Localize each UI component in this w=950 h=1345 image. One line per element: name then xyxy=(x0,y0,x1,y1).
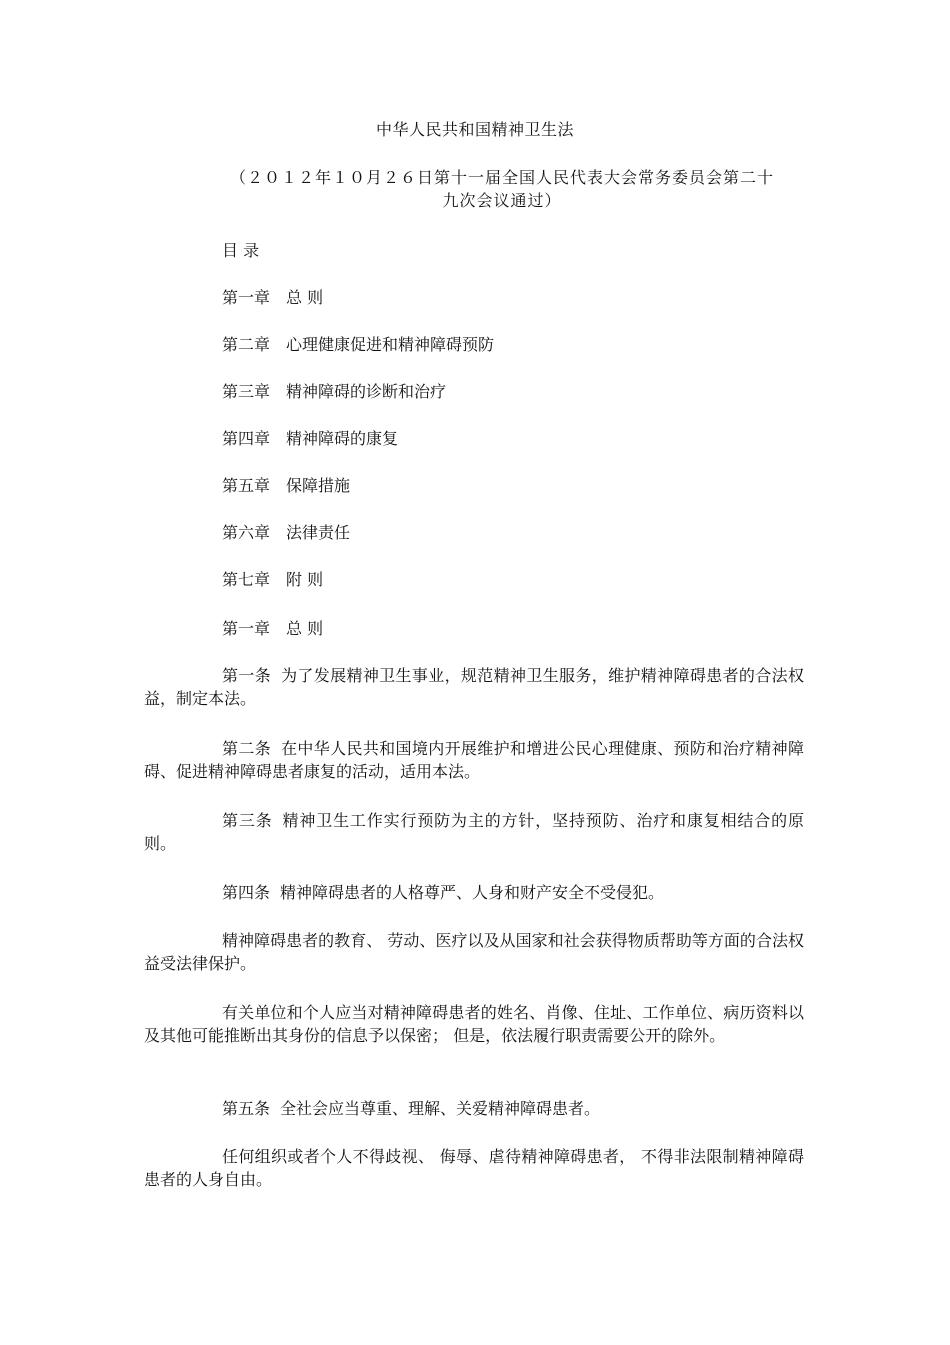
toc-item xyxy=(222,521,350,544)
article-paragraph xyxy=(144,664,804,710)
article-text: 全社会应当尊重、理解、关爱精神障碍患者。 xyxy=(280,1099,601,1118)
article-text: 任何组织或者个人不得歧视、 侮辱、虐待精神障碍患者， 不得非法限制精神障碍患者的人身自由。 xyxy=(144,1147,804,1189)
article-paragraph xyxy=(144,929,804,975)
toc-item-title: 附 则 xyxy=(286,570,324,589)
article-text: 在中华人民共和国境内开展维护和增进公民心理健康、预防和治疗精神障碍、促进精神障碍患者康复的活动，适用本法。 xyxy=(144,739,804,781)
toc-item-number: 第六章 xyxy=(222,523,271,542)
toc-item xyxy=(222,286,323,309)
article-text: 精神卫生工作实行预防为主的方针，坚持预防、治疗和康复相结合的原则。 xyxy=(144,811,804,853)
toc-item-title: 法律责任 xyxy=(286,523,351,542)
article-paragraph xyxy=(144,1145,804,1191)
toc-item xyxy=(222,380,446,403)
toc-item-title: 精神障碍的诊断和治疗 xyxy=(286,382,447,401)
chapter-title: 总 则 xyxy=(286,619,324,638)
toc-item xyxy=(222,474,350,497)
chapter-number: 第一章 xyxy=(222,619,271,638)
toc-item-number: 第五章 xyxy=(222,476,271,495)
article-number: 第二条 xyxy=(222,739,272,758)
article-paragraph xyxy=(144,737,804,783)
toc-item-title: 心理健康促进和精神障碍预防 xyxy=(286,335,495,354)
chapter-heading xyxy=(222,617,323,640)
article-paragraph xyxy=(144,1097,804,1120)
article-text: 为了发展精神卫生事业，规范精神卫生服务，维护精神障碍患者的合法权益，制定本法。 xyxy=(144,666,804,708)
document-title: 中华人民共和国精神卫生法 xyxy=(375,120,574,139)
toc-item xyxy=(222,568,323,591)
toc-item-number: 第一章 xyxy=(222,288,271,307)
toc-item-title: 总 则 xyxy=(286,288,324,307)
article-paragraph xyxy=(144,1001,804,1047)
toc-item-number: 第三章 xyxy=(222,382,271,401)
article-number: 第三条 xyxy=(222,811,273,830)
article-paragraph xyxy=(144,881,804,904)
toc-item xyxy=(222,427,398,450)
toc-heading: 目 录 xyxy=(222,241,260,260)
article-text: 有关单位和个人应当对精神障碍患者的姓名、肖像、住址、工作单位、病历资料以及其他可能推断出其身份的信息予以保密； 但是，依法履行职责需要公开的除外。 xyxy=(144,1003,804,1045)
article-text: 精神障碍患者的教育、 劳动、医疗以及从国家和社会获得物质帮助等方面的合法权益受法律保护。 xyxy=(144,931,804,973)
document-subtitle: （２０１２年１０月２６日第十一届全国人民代表大会常务委员会第二十九次会议通过） xyxy=(229,168,774,210)
article-text: 精神障碍患者的人格尊严、人身和财产安全不受侵犯。 xyxy=(280,883,665,902)
toc-item-number: 第四章 xyxy=(222,429,271,448)
toc-item-number: 第七章 xyxy=(222,570,271,589)
article-number: 第五条 xyxy=(222,1099,271,1118)
toc-item-number: 第二章 xyxy=(222,335,271,354)
toc-item-title: 精神障碍的康复 xyxy=(286,429,399,448)
article-number: 第四条 xyxy=(222,883,271,902)
article-number: 第一条 xyxy=(222,666,272,685)
article-paragraph xyxy=(144,809,804,855)
toc-item-title: 保障措施 xyxy=(286,476,351,495)
toc-item xyxy=(222,333,494,356)
